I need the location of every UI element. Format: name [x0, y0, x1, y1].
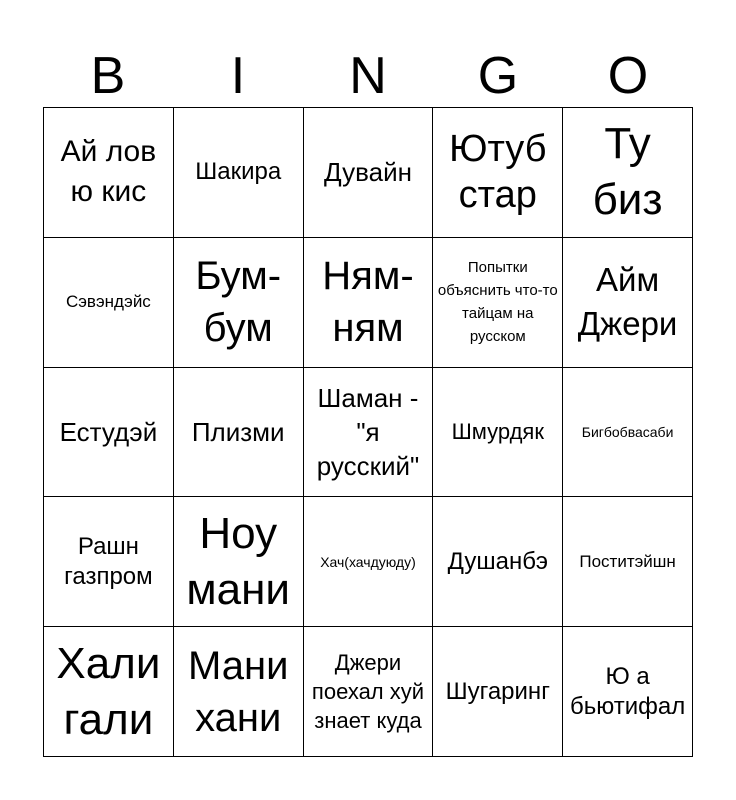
bingo-cell-text: Ням-ням	[322, 254, 414, 351]
bingo-cell-text: Шмурдяк	[451, 419, 544, 445]
bingo-cell-text: Ю а бьютифал	[569, 662, 686, 720]
bingo-cell-r2c3[interactable]	[304, 238, 434, 368]
bingo-cell-text: Ноу мани	[186, 508, 290, 614]
bingo-cell-text: Рашн газпром	[64, 532, 153, 590]
bingo-cell-text: Дувайн	[323, 157, 413, 188]
bingo-cell-r2c1[interactable]	[44, 238, 174, 368]
bingo-cell-r5c5[interactable]	[563, 627, 693, 757]
header-letter-n: N	[349, 47, 387, 105]
bingo-cell-r4c2[interactable]	[174, 497, 304, 627]
bingo-cell-text: Мани хани	[187, 643, 289, 740]
bingo-cell-r1c4[interactable]	[433, 108, 563, 238]
bingo-cell-r1c5[interactable]	[563, 108, 693, 238]
bingo-cell-text: Душанбэ	[447, 547, 548, 575]
bingo-cell-r5c2[interactable]	[174, 627, 304, 757]
bingo-cell-text: Бигбобвасаби	[581, 423, 674, 440]
bingo-cell-r2c2[interactable]	[174, 238, 304, 368]
bingo-cell-r3c3[interactable]	[304, 368, 434, 498]
bingo-cell-r3c1[interactable]	[44, 368, 174, 498]
bingo-cell-text: Попытки объяснить что-то тайцам на русском	[437, 259, 558, 346]
bingo-cell-text: Хали гали	[56, 638, 161, 744]
bingo-cell-r1c2[interactable]	[174, 108, 304, 238]
header-letter-g: G	[477, 47, 519, 105]
header-letter-i: I	[230, 47, 246, 105]
bingo-cell-r4c1[interactable]	[44, 497, 174, 627]
header-letter-o: O	[607, 47, 649, 105]
bingo-cell-text: Ютуб стар	[449, 128, 547, 217]
bingo-cell-r5c1[interactable]	[44, 627, 174, 757]
bingo-cell-r4c3[interactable]	[304, 497, 434, 627]
bingo-cell-text: Шакира	[195, 158, 282, 186]
bingo-cell-text: Шаман - "я русский"	[316, 382, 420, 481]
bingo-cell-r1c1[interactable]	[44, 108, 174, 238]
bingo-cell-text: Хач(хачдуюду)	[320, 553, 416, 570]
bingo-cell-r4c4[interactable]	[433, 497, 563, 627]
bingo-cell-text: Шугаринг	[445, 677, 550, 705]
bingo-header	[43, 44, 693, 108]
bingo-cell-text: Сэвэндэйс	[65, 292, 151, 312]
bingo-cell-r2c4[interactable]	[433, 238, 563, 368]
bingo-cell-text: Плизми	[191, 416, 285, 447]
bingo-cell-r3c4[interactable]	[433, 368, 563, 498]
bingo-cell-text: Бум-бум	[195, 254, 282, 351]
bingo-cell-text: Поститэйшн	[579, 551, 676, 571]
header-letter-b: B	[90, 47, 126, 105]
bingo-cell-text: Естудэй	[59, 416, 158, 447]
bingo-cell-text: Айм Джери	[577, 261, 678, 343]
bingo-cell-r3c5[interactable]	[563, 368, 693, 498]
bingo-cell-r1c3[interactable]	[304, 108, 434, 238]
bingo-cell-r4c5[interactable]	[563, 497, 693, 627]
bingo-cell-text: Ту биз	[592, 119, 663, 225]
bingo-cell-r2c5[interactable]	[563, 238, 693, 368]
bingo-grid	[43, 107, 693, 757]
bingo-cell-r5c3[interactable]	[304, 627, 434, 757]
bingo-cell-r3c2[interactable]	[174, 368, 304, 498]
bingo-cell-r5c4[interactable]	[433, 627, 563, 757]
bingo-cell-text: Ай лов ю кис	[60, 135, 157, 209]
bingo-cell-text: Джери поехал хуй знает куда	[311, 650, 425, 734]
